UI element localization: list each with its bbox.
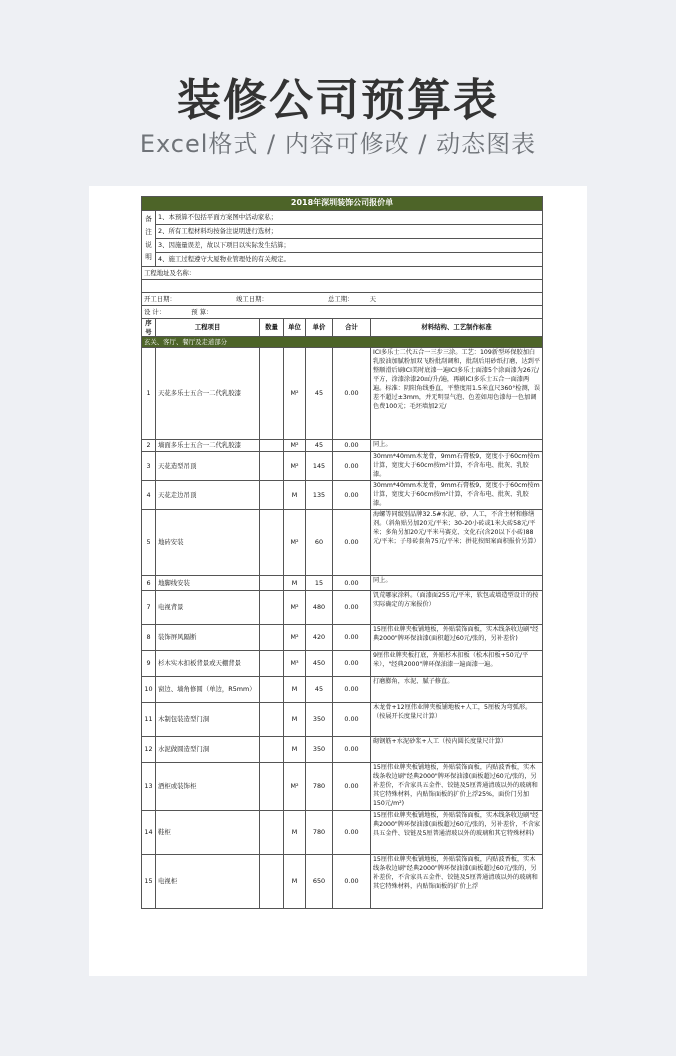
note-4: 4、施工过程遵守大厦物业管理处的有关规定。 (156, 253, 543, 267)
header-desc: 材料结构、工艺制作标准 (371, 319, 543, 337)
row-desc: 同上。 (371, 440, 543, 452)
row-unit: M (284, 811, 306, 855)
row-unit: M² (284, 348, 306, 440)
row-item: 窗边、墙角修圆（单边，R5mm） (156, 677, 260, 703)
row-item: 天花多乐士五合一二代乳胶漆 (156, 348, 260, 440)
row-desc: 海螺等同级别品牌32.5#水泥、砂、人工，不含主材和修缮剂。（斜角贴另加20元/平米；30-20小砖或1米大砖58元/平米；多角另加20元/平米马赛克、文化石(含20以下小砖)88元/平米；子母砖套角75元/平米；拼花按图案面积报价另算） (371, 510, 543, 576)
row-price: 15 (306, 576, 333, 591)
table-row (142, 452, 543, 481)
row-no: 10 (142, 677, 156, 703)
row-desc: 饥荒哪家涂料。（面漆面255元/平米，软包或墙造型设计的按实际确定的方案报价） (371, 591, 543, 625)
row-unit: M² (284, 510, 306, 576)
row-unit: M (284, 703, 306, 737)
row-price: 350 (306, 737, 333, 763)
table-row (142, 677, 543, 703)
table-row (142, 625, 543, 651)
row-no: 9 (142, 651, 156, 677)
header-no: 序号 (142, 319, 156, 337)
table-row (142, 737, 543, 763)
row-total: 0.00 (333, 703, 371, 737)
row-price: 420 (306, 625, 333, 651)
row-desc: 木龙骨+12厘伟业牌夹板铺地板+人工，5厘板为弯弧形。（按展开长度量尺计算） (371, 703, 543, 737)
table-row (142, 440, 543, 452)
table-row (142, 703, 543, 737)
row-unit: M (284, 576, 306, 591)
row-item: 水泥做圆造型门洞 (156, 737, 260, 763)
row-no: 1 (142, 348, 156, 440)
row-qty (260, 348, 284, 440)
row-total: 0.00 (333, 737, 371, 763)
row-no: 7 (142, 591, 156, 625)
section-title: 玄关、客厅、餐厅及走道部分 (142, 337, 543, 348)
row-item: 天花造型吊顶 (156, 452, 260, 481)
row-no: 15 (142, 855, 156, 909)
row-qty (260, 452, 284, 481)
row-no: 2 (142, 440, 156, 452)
row-unit: M (284, 737, 306, 763)
row-no: 13 (142, 763, 156, 811)
row-price: 145 (306, 452, 333, 481)
row-desc: 30mm*40mm木龙骨，9mm石膏板9，宽度小于60cm按m计算，宽度大于60cm按m²计算，不含布电、批灰、乳胶漆。 (371, 452, 543, 481)
note-3: 3、因施量误差，故以下项目以实际发生结算； (156, 239, 543, 253)
row-price: 650 (306, 855, 333, 909)
row-desc: 15厘伟业牌夹板铺地板，外贴装饰面板，实木线条收边刷"经典2000"牌环保油漆(面积超过60元/张的，另补差价) (371, 625, 543, 651)
row-qty (260, 481, 284, 510)
row-item: 鞋柜 (156, 811, 260, 855)
row-desc: 同上。 (371, 576, 543, 591)
row-item: 电视背景 (156, 591, 260, 625)
row-no: 5 (142, 510, 156, 576)
row-price: 350 (306, 703, 333, 737)
row-no: 14 (142, 811, 156, 855)
row-no: 3 (142, 452, 156, 481)
row-unit: M² (284, 440, 306, 452)
row-qty (260, 763, 284, 811)
row-item: 杉木实木扣板背景或天棚背景 (156, 651, 260, 677)
row-item: 装饰屏风隔断 (156, 625, 260, 651)
row-total: 0.00 (333, 811, 371, 855)
table-row (142, 591, 543, 625)
row-qty (260, 651, 284, 677)
row-unit: M² (284, 625, 306, 651)
row-price: 135 (306, 481, 333, 510)
row-qty (260, 677, 284, 703)
note-2: 2、所有工程材料均按备注说明进行选材； (156, 225, 543, 239)
row-qty (260, 440, 284, 452)
row-unit: M (284, 855, 306, 909)
row-qty (260, 625, 284, 651)
row-item: 墙面多乐士五合一二代乳胶漆 (156, 440, 260, 452)
row-price: 45 (306, 348, 333, 440)
row-item: 天花走边吊顶 (156, 481, 260, 510)
address-label: 工程地址及名称： (142, 267, 543, 280)
row-price: 60 (306, 510, 333, 576)
row-unit: M² (284, 763, 306, 811)
row-qty (260, 591, 284, 625)
header-unit: 单位 (284, 319, 306, 337)
row-item: 电视柜 (156, 855, 260, 909)
row-qty (260, 737, 284, 763)
row-total: 0.00 (333, 677, 371, 703)
row-price: 780 (306, 763, 333, 811)
table-row (142, 651, 543, 677)
row-total: 0.00 (333, 855, 371, 909)
header-total: 合计 (333, 319, 371, 337)
row-total: 0.00 (333, 510, 371, 576)
row-item: 地脚线安装 (156, 576, 260, 591)
row-unit: M² (284, 591, 306, 625)
row-item: 木制包装造型门洞 (156, 703, 260, 737)
design-budget-row: 设 计： 预 算： (142, 306, 543, 319)
row-total: 0.00 (333, 763, 371, 811)
row-total: 0.00 (333, 452, 371, 481)
row-unit: M³ (284, 651, 306, 677)
row-price: 45 (306, 440, 333, 452)
row-total: 0.00 (333, 440, 371, 452)
quote-table (141, 196, 543, 909)
row-price: 450 (306, 651, 333, 677)
row-desc: 15厘伟业牌夹板铺地板，外贴装饰面板，实木线条收边刷"经典2000"牌环保油漆(面板超过60元/张的，另补差价，不含家具五金件、铰链及5厘普通清玻以外的玻璃和其它特殊材料) (371, 811, 543, 855)
notes-label: 备 注 说 明 (142, 211, 156, 267)
hero-subtitle: Excel格式 / 内容可修改 / 动态图表 (139, 130, 537, 158)
row-desc: 15厘伟业牌夹板铺地板，外贴装饰面板，内贴波香板，实木线条收边刷"经典2000"牌环保油漆(面板超过60元/张的，另补差价，不含家具五金件、铰链及5厘普通清玻以外的玻璃和其它特殊材料，内贴饰面板的扩价上浮 (371, 855, 543, 909)
row-no: 4 (142, 481, 156, 510)
table-row (142, 510, 543, 576)
hero-title: 装修公司预算表 (177, 75, 499, 126)
row-item: 酒柜或装饰柜 (156, 763, 260, 811)
row-desc: 砌钢筋+水泥砂浆+人工（按内圆长度量尺计算） (371, 737, 543, 763)
row-unit: M (284, 481, 306, 510)
row-desc: 打磨膨角，水泥、腻子修直。 (371, 677, 543, 703)
row-desc: 9厘伟业牌夹板打底，外贴杉木扣板（松木扣板+50元/平米），"经典2000"牌环保油漆一遍面漆一遍。 (371, 651, 543, 677)
header-item: 工程项目 (156, 319, 260, 337)
table-row (142, 481, 543, 510)
row-item: 地砖安装 (156, 510, 260, 576)
table-row (142, 811, 543, 855)
dates-row: 开工日期： 竣工日期： 总工期： 天 (142, 293, 543, 306)
row-desc: 15厘伟业牌夹板铺地板，外贴装饰面板，内贴波香板，实木线条收边刷"经典2000"牌环保油漆(面板超过60元/张的，另补差价，不含家具五金件、铰链及5厘普通清玻以外的玻璃和其它特殊材料，内贴饰面板的扩价上浮25%，面价门另加150元/m²) (371, 763, 543, 811)
row-price: 480 (306, 591, 333, 625)
row-no: 12 (142, 737, 156, 763)
note-1: 1、本预算不包括平面方案图中活动家私； (156, 211, 543, 225)
row-unit: M² (284, 452, 306, 481)
table-row (142, 763, 543, 811)
row-total: 0.00 (333, 481, 371, 510)
row-desc: 30mm*40mm木龙骨，9mm石膏板9，宽度小于60cm按m计算，宽度大于60cm按m²计算，不含布电、批灰、乳胶漆。 (371, 481, 543, 510)
row-total: 0.00 (333, 576, 371, 591)
row-no: 8 (142, 625, 156, 651)
row-desc: ICI多乐士二代五合一三步三涂。工艺：109新型环保胶加白乳胶油加腻粉加双飞粉批刮调和，批刮后用砂纸打磨，达到平整顺滑后刷ICI美时底漆一遍ICI多乐士面漆5个涂面漆为26元/平方，涂漆涂漆20㎡/升/遍，再刷ICI多乐士五合一面漆两遍。标准：阴阳角线垂直，平整度用1.5米直尺360°检测，误差不超过±3mm，并无明显气泡、色差如用色漆每一色加调色费100元；毛坯墙加2元/ (371, 348, 543, 440)
header-qty: 数量 (260, 319, 284, 337)
row-price: 780 (306, 811, 333, 855)
row-qty (260, 510, 284, 576)
row-qty (260, 703, 284, 737)
row-no: 11 (142, 703, 156, 737)
sheet-title: 2018年深圳装饰公司报价单 (142, 197, 543, 211)
blank-row (142, 280, 543, 293)
row-unit: M (284, 677, 306, 703)
header-price: 单价 (306, 319, 333, 337)
table-row (142, 576, 543, 591)
row-qty (260, 811, 284, 855)
row-total: 0.00 (333, 651, 371, 677)
spreadsheet-preview (89, 186, 587, 976)
row-total: 0.00 (333, 348, 371, 440)
row-total: 0.00 (333, 591, 371, 625)
row-no: 6 (142, 576, 156, 591)
row-total: 0.00 (333, 625, 371, 651)
table-row (142, 855, 543, 909)
row-qty (260, 576, 284, 591)
row-price: 45 (306, 677, 333, 703)
row-qty (260, 855, 284, 909)
table-row (142, 348, 543, 440)
